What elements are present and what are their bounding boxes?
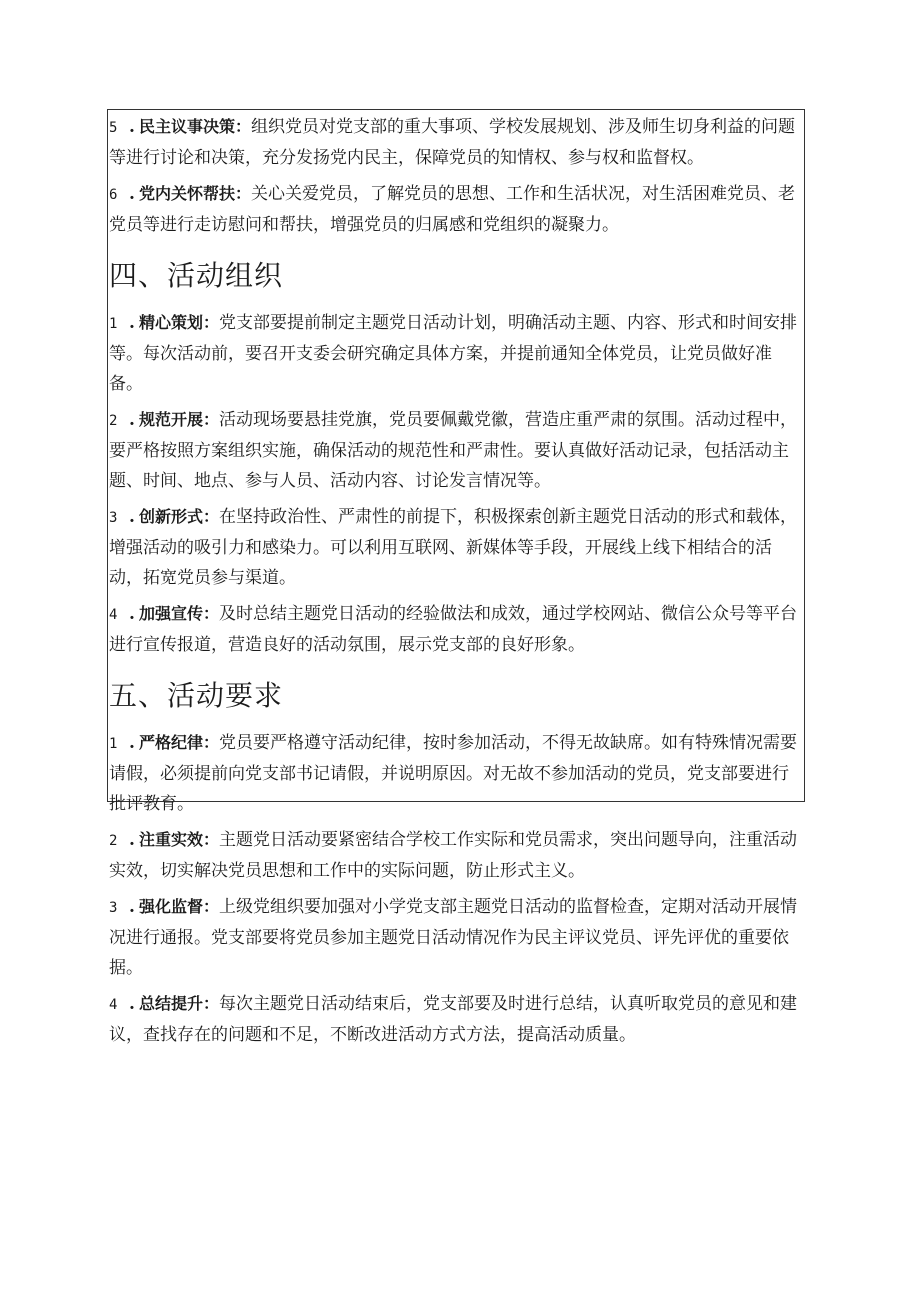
item-dot: . (129, 994, 135, 1014)
item-dot: . (129, 410, 135, 430)
list-item (109, 825, 803, 886)
item-number: 3 (109, 900, 118, 916)
item-text: 及时总结主题党日活动的经验做法和成效，通过学校网站、微信公众号等平台进行宣传报道，营造良好的活动氛围，展示党支部的良好形象。 (109, 604, 798, 655)
item-number: 2 (109, 413, 118, 429)
item-text: 关心关爱党员，了解党员的思想、工作和生活状况，对生活困难党员、老党员等进行走访慰问和帮扶，增强党员的归属感和党组织的凝聚力。 (109, 184, 796, 235)
item-dot: . (129, 117, 135, 137)
list-item (109, 892, 803, 983)
item-label: 强化监督： (139, 897, 220, 916)
item-text: 组织党员对党支部的重大事项、学校发展规划、涉及师生切身利益的问题等进行讨论和决策，充分发扬党内民主，保障党员的知情权、参与权和监督权。 (109, 117, 796, 168)
item-number: 2 (109, 833, 118, 849)
item-dot: . (129, 604, 135, 624)
item-text: 活动现场要悬挂党旗，党员要佩戴党徽，营造庄重严肃的氛围。活动过程中，要严格按照方案组织实施，确保活动的规范性和严肃性。要认真做好活动记录，包括活动主题、时间、地点、参与人员、活动内容、讨论发言情况等。 (109, 410, 798, 491)
item-number: 3 (109, 510, 118, 526)
item-label: 民主议事决策： (139, 117, 252, 136)
section-heading: 四、活动组织 (109, 259, 284, 292)
section-heading: 五、活动要求 (109, 679, 284, 712)
item-text: 党员要严格遵守活动纪律，按时参加活动，不得无故缺席。如有特殊情况需要请假，必须提前向党支部书记请假，并说明原因。对无故不参加活动的党员，党支部要进行批评教育。 (109, 733, 798, 814)
section-activity-organization (109, 254, 803, 660)
item-label: 创新形式： (139, 507, 220, 526)
item-dot: . (129, 313, 135, 333)
document-body (109, 112, 803, 1056)
item-text: 在坚持政治性、严肃性的前提下，积极探索创新主题党日活动的形式和载体，增强活动的吸引力和感染力。可以利用互联网、新媒体等手段，开展线上线下相结合的活动，拓宽党员参与渠道。 (109, 507, 798, 588)
list-item (109, 112, 803, 173)
item-text: 每次主题党日活动结束后，党支部要及时进行总结，认真听取党员的意见和建议，查找存在的问题和不足，不断改进活动方式方法，提高活动质量。 (109, 994, 798, 1045)
item-dot: . (129, 830, 135, 850)
item-label: 严格纪律： (139, 733, 220, 752)
item-text: 主题党日活动要紧密结合学校工作实际和党员需求，突出问题导向，注重活动实效，切实解决党员思想和工作中的实际问题，防止形式主义。 (109, 830, 798, 881)
item-number: 1 (109, 736, 118, 752)
list-item (109, 308, 803, 399)
item-number: 5 (109, 120, 118, 136)
item-dot: . (129, 507, 135, 527)
item-dot: . (129, 897, 135, 917)
item-label: 规范开展： (139, 410, 220, 429)
section-activity-requirements (109, 674, 803, 1050)
list-item (109, 405, 803, 496)
item-number: 4 (109, 607, 118, 623)
item-dot: . (129, 733, 135, 753)
list-item (109, 179, 803, 240)
item-label: 党内关怀帮扶： (139, 184, 252, 203)
item-label: 总结提升： (139, 994, 220, 1013)
list-item (109, 989, 803, 1050)
item-number: 4 (109, 997, 118, 1013)
item-dot: . (129, 184, 135, 204)
item-label: 注重实效： (139, 830, 220, 849)
item-label: 精心策划： (139, 313, 220, 332)
item-text: 党支部要提前制定主题党日活动计划，明确活动主题、内容、形式和时间安排等。每次活动前，要召开支委会研究确定具体方案，并提前通知全体党员，让党员做好准备。 (109, 313, 798, 394)
section-continuation (109, 112, 803, 240)
item-label: 加强宣传： (139, 604, 220, 623)
list-item (109, 599, 803, 660)
item-number: 6 (109, 187, 118, 203)
item-number: 1 (109, 316, 118, 332)
list-item (109, 728, 803, 819)
item-text: 上级党组织要加强对小学党支部主题党日活动的监督检查，定期对活动开展情况进行通报。党支部要将党员参加主题党日活动情况作为民主评议党员、评先评优的重要依据。 (109, 897, 798, 978)
list-item (109, 502, 803, 593)
